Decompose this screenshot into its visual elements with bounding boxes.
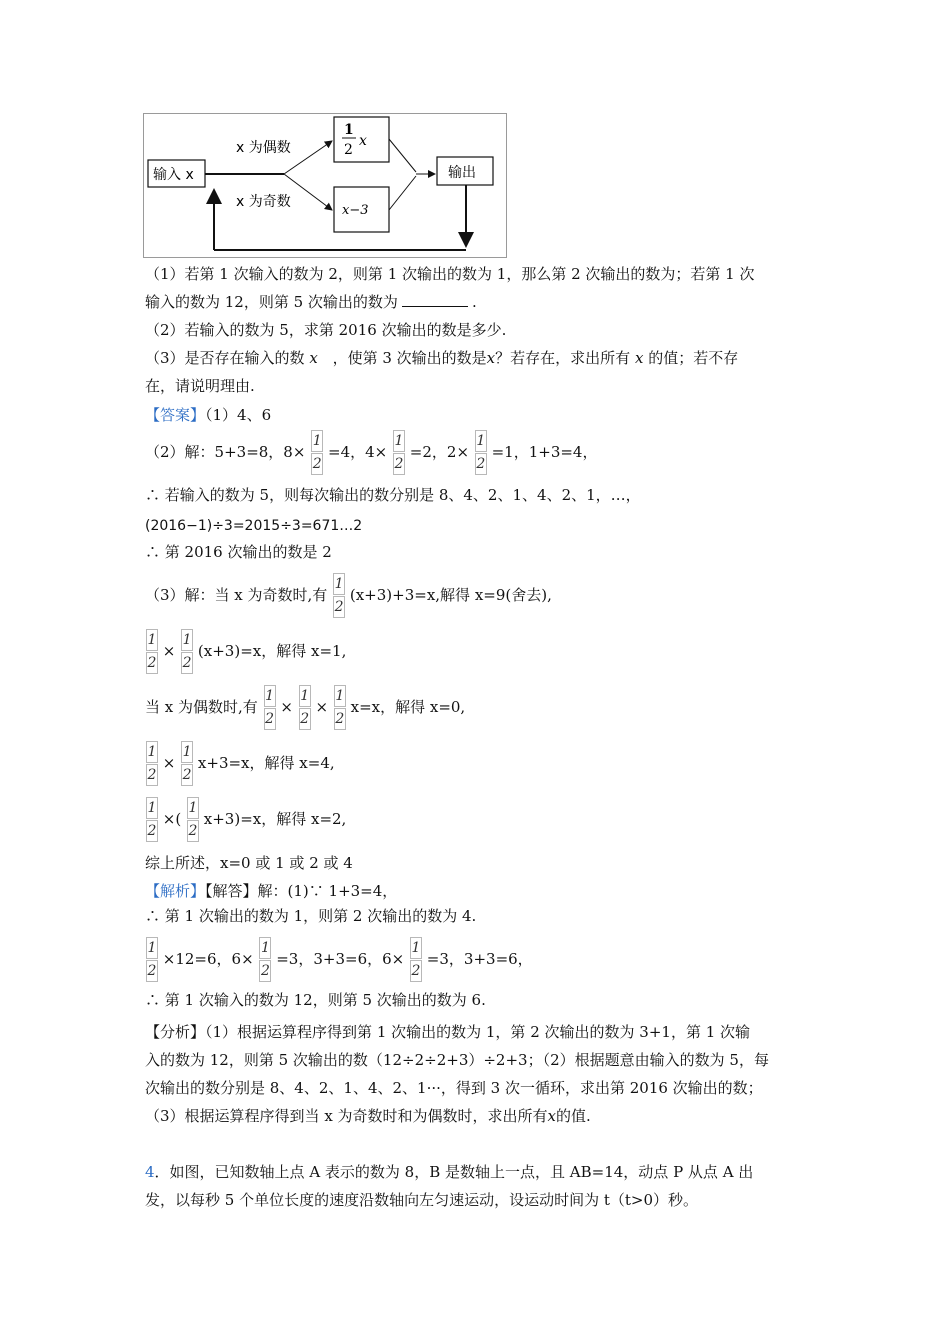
fraction-half	[259, 937, 270, 981]
fraction-half	[146, 741, 157, 785]
sol3-line-4	[145, 741, 335, 785]
half-var: x	[359, 133, 367, 149]
fraction-half	[181, 741, 192, 785]
note-text-a: （3）根据运算程序得到当 x 为奇数时和为偶数时，求出所有	[145, 1107, 548, 1125]
sol3-text-b: (x+3)+3=x,解得 x=9(舍去),	[349, 586, 552, 604]
sol2-text-c: =2，2×	[409, 443, 470, 461]
sol3-line-5	[145, 797, 346, 841]
sol3-text-f: x+3)=x，解得 x=2,	[203, 810, 347, 828]
q3-var-1: x	[309, 349, 318, 367]
sol3-text-e: x+3=x，解得 x=4,	[197, 754, 335, 772]
q3-var-3: x	[634, 349, 644, 367]
q3-text-4: 的值；若不存	[648, 349, 739, 367]
fraction-half	[181, 629, 192, 673]
frac-den: 2	[475, 453, 487, 475]
fraction-half	[334, 685, 345, 729]
note-line-4	[145, 1105, 591, 1127]
frac-num: 1	[146, 741, 158, 763]
sol3-text-c: (x+3)=x，解得 x=1,	[197, 642, 347, 660]
fraction-half	[187, 797, 198, 841]
fraction-half	[410, 937, 421, 981]
analysis-line-1	[145, 880, 397, 902]
frac-den: 2	[181, 764, 193, 786]
input-label: 输入 x	[153, 167, 194, 183]
analysis-text-a: ×12=6，6×	[162, 950, 254, 968]
problem-number: 4	[145, 1163, 155, 1181]
times-sign: ×	[315, 698, 329, 716]
sol2-text-d: =1，1+3=4，	[491, 443, 598, 461]
q3-text-3: ？若存在，求出所有	[495, 349, 631, 367]
sol3-text-a: （3）解：当 x 为奇数时,有	[145, 586, 328, 604]
minus-label: x−3	[342, 203, 369, 218]
sol3-line-1	[145, 573, 552, 617]
analysis-tag: 【解析】	[145, 882, 206, 900]
q1-period: .	[471, 293, 477, 311]
frac-num: 1	[181, 629, 193, 651]
q1-line-a: （1）若第 1 次输入的数为 2，则第 1 次输出的数为 1，那么第 2 次输出的数为；若第 1 次	[145, 265, 755, 283]
fraction-half	[264, 685, 275, 729]
frac-den: 2	[311, 453, 323, 475]
times-sign: ×	[162, 642, 176, 660]
frac-den: 2	[146, 764, 158, 786]
fraction-half	[146, 629, 157, 673]
frac-num: 1	[146, 937, 158, 959]
frac-num: 1	[299, 685, 311, 707]
analysis-line-2: ∴ 第 1 次输出的数为 1，则第 2 次输出的数为 4.	[145, 907, 477, 925]
fraction-half	[333, 573, 344, 617]
fraction-half	[311, 430, 322, 474]
frac-num: 1	[181, 741, 193, 763]
note-line-2: 入的数为 12，则第 5 次输出的数（12÷2÷2+3）÷2+3；（2）根据题意由输入的数为 5，每	[145, 1051, 769, 1069]
frac-den: 2	[333, 596, 345, 618]
frac-num: 1	[333, 573, 345, 595]
frac-num: 1	[393, 430, 405, 452]
frac-num: 1	[475, 430, 487, 452]
analysis-text-c: =3，3+3=6，	[426, 950, 533, 968]
frac-den: 2	[259, 960, 271, 982]
frac-den: 2	[181, 652, 193, 674]
output-label: 输出	[448, 165, 476, 181]
problem4-line-1	[145, 1161, 753, 1183]
frac-den: 2	[393, 453, 405, 475]
sol2-text-a: （2）解：5+3=8，8×	[145, 443, 306, 461]
sol2-line-4: ∴ 第 2016 次输出的数是 2	[145, 543, 332, 561]
frac-num: 1	[146, 629, 158, 651]
frac-den: 2	[187, 820, 199, 842]
sol2-line-1	[145, 430, 597, 474]
q3-var-2: x	[486, 349, 496, 367]
frac-den: 2	[299, 708, 311, 730]
sol3-text-d-end: x=x，解得 x=0,	[350, 698, 466, 716]
fraction-half	[146, 797, 157, 841]
note-line-3: 次输出的数分别是 8、4、2、1、4、2、1···，得到 3 次一循环，求出第 2016 次输出的数；	[145, 1079, 763, 1097]
frac-den: 2	[264, 708, 276, 730]
half-num: 1	[344, 122, 354, 138]
note-text-b: 的值.	[556, 1107, 591, 1125]
times-sign: ×	[280, 698, 293, 716]
frac-num: 1	[146, 797, 158, 819]
sol3-line-3	[145, 685, 465, 729]
sol2-line-2: ∴ 若输入的数为 5，则每次输出的数分别是 8、4、2、1、4、2、1，…，	[145, 486, 641, 504]
even-label: x 为偶数	[236, 140, 291, 156]
q1-text: 输入的数为 12，则第 5 次输出的数为	[145, 293, 398, 311]
answer-blank	[402, 292, 468, 307]
frac-den: 2	[334, 708, 346, 730]
sol3-text-d: 当 x 为偶数时,有	[145, 698, 258, 716]
frac-den: 2	[410, 960, 422, 982]
q3-text-2: ，使第 3 次输出的数是	[332, 349, 487, 367]
problem4-line-2: 发，以每秒 5 个单位长度的速度沿数轴向左匀速运动，设运动时间为 t（t>0）秒。	[145, 1191, 699, 1209]
analysis-line-3	[145, 937, 533, 981]
analysis-text-b: =3，3+3=6，6×	[276, 950, 405, 968]
flow-diagram	[143, 113, 507, 258]
answer-line	[145, 404, 271, 426]
q3-text-1: （3）是否存在输入的数	[145, 349, 305, 367]
q3-line-a	[145, 347, 738, 369]
frac-num: 1	[334, 685, 346, 707]
answer-tag: 【答案】	[145, 406, 206, 424]
sol3-summary: 综上所述，x=0 或 1 或 2 或 4	[145, 854, 353, 872]
frac-den: 2	[146, 960, 158, 982]
analysis-text: 【解答】解：(1)∵ 1+3=4，	[205, 882, 398, 900]
frac-num: 1	[187, 797, 199, 819]
times-sign: ×	[162, 754, 176, 772]
frac-num: 1	[410, 937, 422, 959]
frac-den: 2	[146, 820, 158, 842]
frac-den: 2	[146, 652, 158, 674]
fraction-half	[475, 430, 486, 474]
q1-line-b	[145, 291, 477, 313]
frac-num: 1	[311, 430, 323, 452]
q2-line: （2）若输入的数为 5，求第 2016 次输出的数是多少.	[145, 321, 507, 339]
note-var: x	[547, 1107, 557, 1125]
fraction-half	[299, 685, 310, 729]
sol3-line-2	[145, 629, 346, 673]
flow-diagram-svg	[144, 114, 506, 257]
q3-line-b: 在，请说明理由.	[145, 377, 255, 395]
frac-num: 1	[259, 937, 271, 959]
fraction-half	[393, 430, 404, 474]
note-line-1: 【分析】（1）根据运算程序得到第 1 次输出的数为 1，第 2 次输出的数为 3+1，第 1 次输	[145, 1023, 751, 1041]
answer-1: （1）4、6	[205, 406, 272, 424]
frac-num: 1	[264, 685, 276, 707]
fraction-half	[146, 937, 157, 981]
times-paren: ×(	[162, 810, 182, 828]
sol2-line-3: (2016−1)÷3=2015÷3=671…2	[145, 518, 363, 534]
odd-label: x 为奇数	[236, 194, 291, 210]
sol2-text-b: =4，4×	[328, 443, 388, 461]
problem4-text-a: ．如图，已知数轴上点 A 表示的数为 8，B 是数轴上一点，且 AB=14，动点 P 从点 A 出	[154, 1163, 754, 1181]
half-den: 2	[344, 142, 353, 158]
analysis-line-4: ∴ 第 1 次输入的数为 12，则第 5 次输出的数为 6.	[145, 991, 486, 1009]
